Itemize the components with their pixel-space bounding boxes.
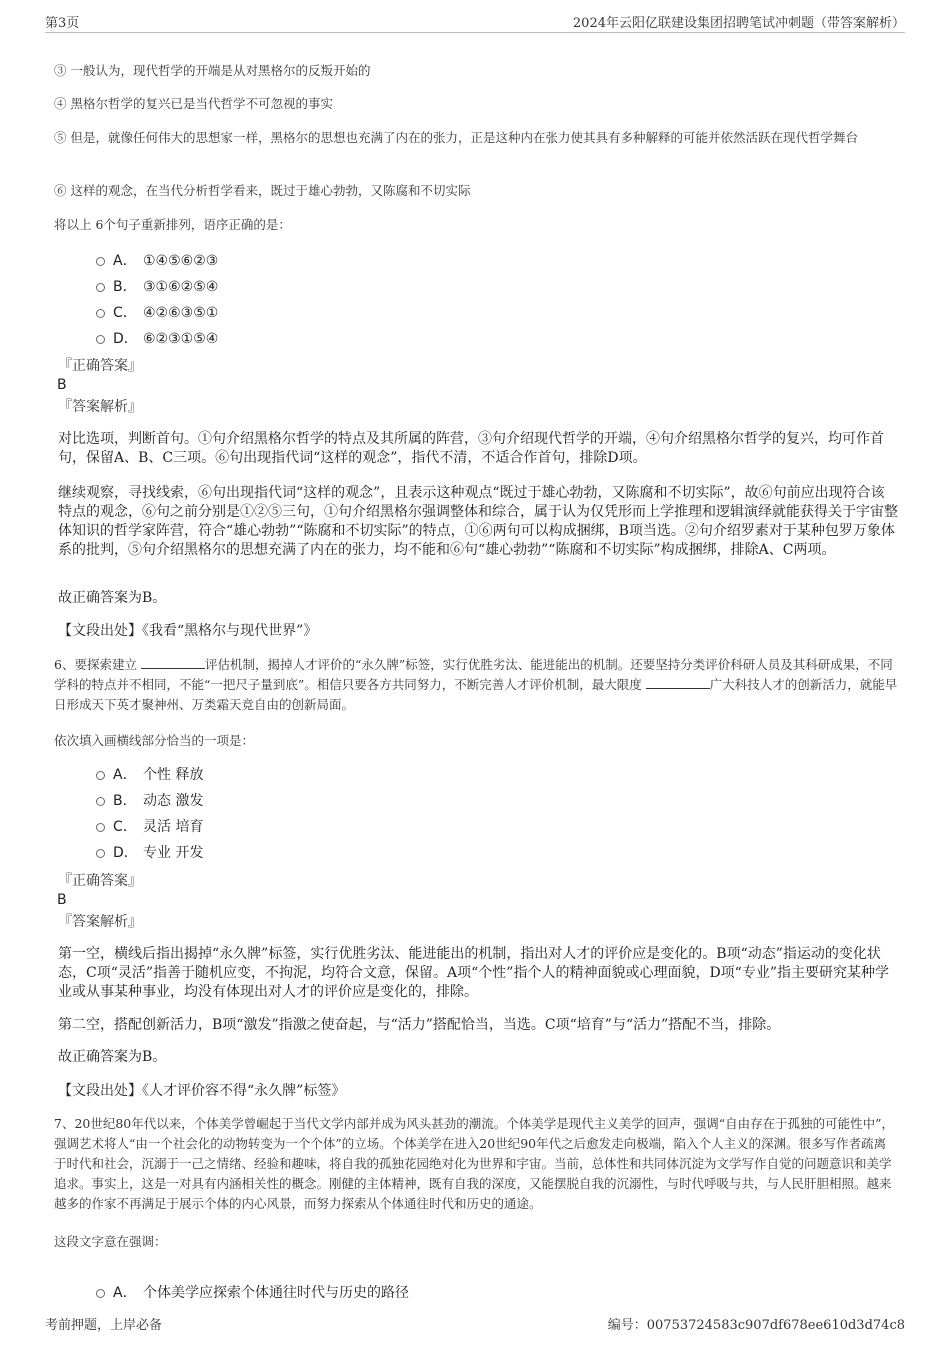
radio-icon[interactable] — [96, 1289, 105, 1298]
page-number: 第3页 — [45, 16, 80, 31]
q5-sentence-6: ⑥ 这样的观念，在当代分析哲学看来，既过于雄心勃勃，又陈腐和不切实际 — [54, 183, 471, 198]
q5-prompt: 将以上 6个句子重新排列，语序正确的是： — [54, 217, 291, 232]
q5-analysis-label: 『答案解析』 — [58, 399, 142, 415]
radio-icon[interactable] — [96, 849, 105, 858]
q5-option-a[interactable]: A． ①④⑤⑥②③ — [96, 251, 218, 271]
q5-analysis-conclusion: 故正确答案为B。 — [58, 590, 167, 606]
radio-icon[interactable] — [96, 823, 105, 832]
q7-prompt: 这段文字意在强调： — [54, 1234, 167, 1249]
q6-source: 【文段出处】《人才评价容不得“永久牌”标签》 — [58, 1083, 346, 1099]
q6-answer: B — [57, 892, 67, 908]
fill-blank-2 — [646, 676, 710, 689]
document-id: 编号：00753724583c907df678ee610d3d74c8 — [607, 1318, 905, 1333]
q6-analysis-paragraph-1: 第一空，横线后指出揭掉“永久牌”标签，实行优胜劣汰、能进能出的机制，指出对人才的评价应是变化的。B项“动态”指运动的变化状态，C项“灵活”指善于随机应变，不拘泥，均符合文意，保留。A项“个性”指个人的精神面貌或心理面貌，D项“专业”指主要研究某种学业或从事某种事业，均没有体现出对人才的评价应是变化的，排除。 — [58, 946, 889, 1000]
q5-answer-label: 『正确答案』 — [58, 358, 142, 374]
q5-sentence-3: ③ 一般认为，现代哲学的开端是从对黑格尔的反叛开始的 — [54, 63, 371, 78]
fill-blank-1 — [141, 656, 205, 669]
q6-analysis-paragraph-2: 第二空，搭配创新活力，B项“激发”指激之使奋起，与“活力”搭配恰当，当选。C项“培育”与“活力”搭配不当，排除。 — [58, 1017, 781, 1033]
radio-icon[interactable] — [96, 335, 105, 344]
q6-answer-label: 『正确答案』 — [58, 873, 142, 889]
q6-analysis-label: 『答案解析』 — [58, 914, 142, 930]
radio-icon[interactable] — [96, 797, 105, 806]
q5-sentence-4: ④ 黑格尔哲学的复兴已是当代哲学不可忽视的事实 — [54, 96, 333, 111]
q5-option-d[interactable]: D． ⑥②③①⑤④ — [96, 329, 218, 349]
q5-analysis-paragraph-2: 继续观察，寻找线索，⑥句出现指代词“这样的观念”，且表示这种观点“既过于雄心勃勃，又陈腐和不切实际”，故⑥句前应出现符合该特点的观念，⑥句之前分别是①②⑤三句，①句介绍黑格尔强调整体和综合，属于认为仅凭形而上学推理和逻辑演绎就能获得关于宇宙整体知识的哲学家阵营，符合“雄心勃勃”“陈腐和不切实际”的特点，①⑥两句可以构成捆绑，B项当选。②句介绍罗素对于某种包罗万象体系的批判，⑤句介绍黑格尔的思想充满了内在的张力，均不能和⑥句“雄心勃勃”“陈腐和不切实际”构成捆绑，排除A、C两项。 — [58, 485, 898, 558]
q5-analysis-paragraph-1: 对比选项，判断首句。①句介绍黑格尔哲学的特点及其所属的阵营，③句介绍现代哲学的开端，④句介绍黑格尔哲学的复兴，均可作首句，保留A、B、C三项。⑥句出现指代词“这样的观念”，指代不清，不适合作首句，排除D项。 — [58, 431, 884, 466]
document-title: 2024年云阳亿联建设集团招聘笔试冲刺题（带答案解析） — [572, 16, 905, 31]
page-header — [45, 10, 905, 33]
q6-option-c[interactable]: C． 灵活 培育 — [96, 817, 203, 837]
q6-option-b[interactable]: B． 动态 激发 — [96, 791, 203, 811]
q5-answer: B — [57, 377, 67, 393]
q6-option-d[interactable]: D． 专业 开发 — [96, 843, 203, 863]
q5-sentence-5: ⑤ 但是，就像任何伟大的思想家一样，黑格尔的思想也充满了内在的张力，正是这种内在张力使其具有多种解释的可能并依然活跃在现代哲学舞台 — [54, 130, 858, 145]
q5-option-c[interactable]: C． ④②⑥③⑤① — [96, 303, 218, 323]
q6-stem: 6、要探索建立 评估机制，揭掉人才评价的“永久牌”标签，实行优胜劣汰、能进能出的机制。还要坚持分类评价科研人员及其科研成果，不同学科的特点并不相同，不能“一把尺子量到底”。相信只要各方共同努力，不断完善人才评价机制，最大限度 广大科技人才的创新活力，就能早日形成天下英才聚神州、万类霜天竞自由的创新局面。 — [54, 657, 898, 712]
radio-icon[interactable] — [96, 283, 105, 292]
footer-slogan: 考前押题，上岸必备 — [45, 1318, 163, 1333]
radio-icon[interactable] — [96, 771, 105, 780]
q5-source: 【文段出处】《我看“黑格尔与现代世界”》 — [58, 623, 318, 639]
radio-icon[interactable] — [96, 309, 105, 318]
q5-option-b[interactable]: B． ③①⑥②⑤④ — [96, 277, 218, 297]
q6-analysis-conclusion: 故正确答案为B。 — [58, 1049, 167, 1065]
q6-prompt: 依次填入画横线部分恰当的一项是： — [54, 733, 255, 748]
q7-option-a[interactable]: A． 个体美学应探索个体通往时代与历史的路径 — [96, 1283, 409, 1303]
q7-stem: 7、20世纪80年代以来，个体美学曾崛起于当代文学内部并成为风头甚劲的潮流。个体美学是现代主义美学的回声，强调“自由存在于孤独的可能性中”，强调艺术将人“由一个社会化的动物转变为一个个体”的立场。个体美学在进入20世纪90年代之后愈发走向极端，陷入个人主义的深渊。很多写作者疏离于时代和社会，沉溺于一己之情绪、经验和趣味，将自我的孤独花园绝对化为世界和宇宙。当前，总体性和共同体沉淀为文学写作自觉的问题意识和美学追求。事实上，这是一对具有内涵相关性的概念。刚健的主体精神，既有自我的深度，又能摆脱自我的沉溺性，与时代呼吸与共，与人民肝胆相照。越来越多的作家不再满足于展示个体的内心风景，而努力探索从个体通往时代和历史的通途。 — [54, 1116, 895, 1211]
q6-option-a[interactable]: A． 个性 释放 — [96, 765, 203, 785]
radio-icon[interactable] — [96, 257, 105, 266]
